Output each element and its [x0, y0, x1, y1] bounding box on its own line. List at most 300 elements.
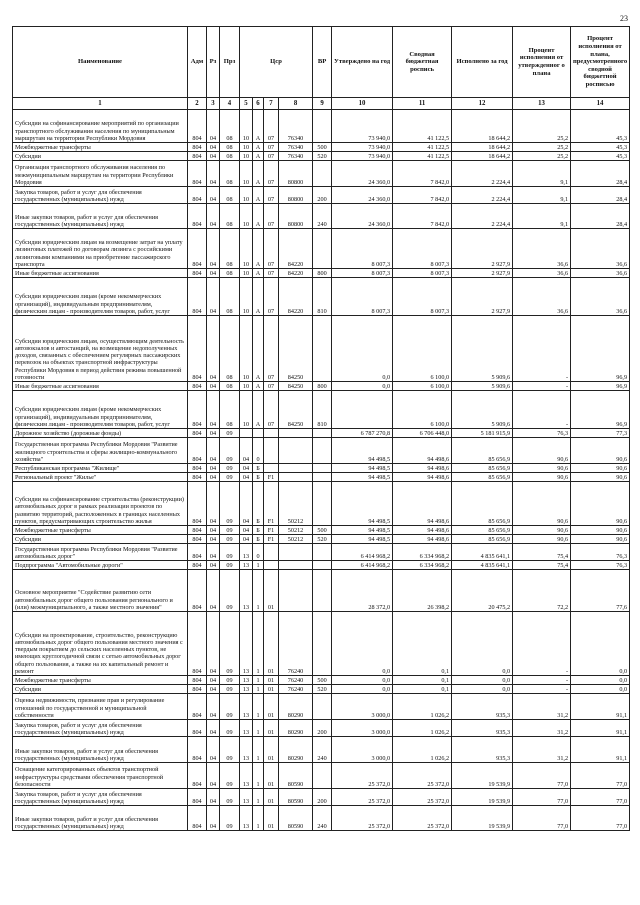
row-name: Оснащение категорированных объектов транспортной инфраструктуры средствами обеспечения транспортной безопасности [13, 763, 188, 789]
row-amount: 75,4 [513, 561, 571, 570]
row-code: 09 [220, 685, 240, 694]
row-code: 0 [253, 438, 264, 464]
row-name: Закупка товаров, работ и услуг для обеспечения государственных (муниципальных) нужд [13, 720, 188, 737]
row-amount: 6 334 968,2 [393, 544, 452, 561]
row-code: 804 [188, 382, 207, 391]
row-amount: 77,0 [513, 789, 571, 806]
row-amount: 0,0 [332, 316, 393, 382]
row-code: 04 [207, 526, 220, 535]
row-code: 800 [313, 382, 332, 391]
row-amount: 6 100,0 [393, 316, 452, 382]
row-amount: 8 007,3 [393, 278, 452, 316]
row-amount: 94 498,5 [332, 482, 393, 526]
row-code: 08 [220, 187, 240, 204]
row-code: А [253, 143, 264, 152]
row-code [313, 316, 332, 382]
row-code [313, 561, 332, 570]
row-amount: 25,2 [513, 110, 571, 143]
table-row [13, 763, 630, 789]
row-amount: 31,2 [513, 737, 571, 763]
row-code: 08 [220, 278, 240, 316]
table-row [13, 429, 630, 438]
row-code: 04 [207, 535, 220, 544]
row-amount: 41 122,5 [393, 152, 452, 161]
row-code: 804 [188, 544, 207, 561]
page-number: 23 [620, 14, 628, 23]
row-code: 09 [220, 720, 240, 737]
row-code: 10 [240, 161, 253, 187]
table-row [13, 204, 630, 229]
row-code: 04 [207, 316, 220, 382]
row-amount: 25 372,0 [393, 806, 452, 831]
row-code: 04 [207, 187, 220, 204]
row-amount: 90,6 [571, 438, 630, 464]
row-code: 520 [313, 685, 332, 694]
row-amount: 5 909,6 [452, 316, 513, 382]
row-amount: 6 414 968,2 [332, 544, 393, 561]
row-code: 804 [188, 570, 207, 612]
row-amount: 19 539,9 [452, 806, 513, 831]
row-amount: 31,2 [513, 694, 571, 720]
table-row [13, 570, 630, 612]
table-row [13, 676, 630, 685]
row-amount: 2 927,9 [452, 229, 513, 269]
row-code: 04 [207, 694, 220, 720]
row-amount: 7 842,0 [393, 161, 452, 187]
row-name: Оценка недвижимости, признание прав и регулирование отношений по государственной и муниципальной собственности [13, 694, 188, 720]
row-amount: - [513, 382, 571, 391]
row-amount: 2 224,4 [452, 161, 513, 187]
table-row [13, 143, 630, 152]
row-amount: 6 706 448,0 [393, 429, 452, 438]
row-amount: 19 539,9 [452, 789, 513, 806]
row-amount: 8 007,3 [393, 229, 452, 269]
table-row [13, 526, 630, 535]
row-amount: 90,6 [513, 535, 571, 544]
table-row [13, 187, 630, 204]
row-code: 13 [240, 737, 253, 763]
row-amount: 36,6 [513, 229, 571, 269]
row-code [313, 763, 332, 789]
row-code: 09 [220, 612, 240, 676]
row-code: 04 [207, 464, 220, 473]
row-code: 07 [264, 316, 279, 382]
row-name: Подпрограмма "Автомобильные дороги" [13, 561, 188, 570]
row-amount: 85 656,9 [452, 535, 513, 544]
row-code [313, 482, 332, 526]
row-code: 04 [207, 269, 220, 278]
row-code: 84250 [279, 391, 313, 429]
row-code: 500 [313, 676, 332, 685]
row-code: 76340 [279, 143, 313, 152]
row-amount: 0,0 [571, 612, 630, 676]
row-code: F1 [264, 526, 279, 535]
row-code: 04 [207, 382, 220, 391]
row-amount: 96,9 [571, 391, 630, 429]
row-code: 84220 [279, 278, 313, 316]
row-name: Субсидии юридическим лицам на возмещение затрат на уплату лизинговых платежей по договорам лизинга с российскими лизинговыми компаниями на приобретение пассажирского транспорта [13, 229, 188, 269]
row-code [240, 429, 253, 438]
table-row [13, 612, 630, 676]
row-code: 08 [220, 161, 240, 187]
row-amount: 45,3 [571, 110, 630, 143]
row-amount: 0,1 [393, 676, 452, 685]
row-code: 804 [188, 763, 207, 789]
row-code: 200 [313, 187, 332, 204]
row-code: А [253, 161, 264, 187]
row-code: 804 [188, 316, 207, 382]
column-number: 1 [13, 98, 188, 110]
row-code [313, 612, 332, 676]
header-csr: Цср [240, 27, 313, 98]
row-name: Закупка товаров, работ и услуг для обеспечения государственных (муниципальных) нужд [13, 789, 188, 806]
table-row [13, 382, 630, 391]
row-amount: 24 360,0 [332, 204, 393, 229]
row-amount: 18 644,2 [452, 110, 513, 143]
row-code: 800 [313, 269, 332, 278]
row-code: 10 [240, 278, 253, 316]
row-amount: 94 498,5 [332, 438, 393, 464]
column-number: 2 [188, 98, 207, 110]
row-amount: 7 842,0 [393, 187, 452, 204]
row-code: 50212 [279, 526, 313, 535]
row-code: А [253, 391, 264, 429]
row-code: 80590 [279, 789, 313, 806]
row-amount: 25 372,0 [393, 763, 452, 789]
row-amount: 2 927,9 [452, 269, 513, 278]
row-name: Субсидии юридическим лицам, осуществляющим деятельность автовокзалов и автостанций, на возмещение недополученных доходов, связанных с обеспечением регулярных пассажирских перевозок на объектах транспортной инфраструктуры Республики Мордовия в период действия режима повышенной готовности [13, 316, 188, 382]
row-amount: 41 122,5 [393, 143, 452, 152]
row-code: 1 [253, 737, 264, 763]
row-amount: 91,1 [571, 720, 630, 737]
row-amount: 0,0 [571, 685, 630, 694]
row-name: Иные бюджетные ассигнования [13, 382, 188, 391]
row-code: 01 [264, 737, 279, 763]
row-code: 804 [188, 482, 207, 526]
row-amount: 24 360,0 [332, 187, 393, 204]
row-amount: 94 498,5 [332, 473, 393, 482]
row-amount: 90,6 [513, 464, 571, 473]
header-approved: Утверждено на год [332, 27, 393, 98]
row-amount: 77,0 [571, 806, 630, 831]
table-row [13, 482, 630, 526]
row-code: 200 [313, 720, 332, 737]
row-code [313, 694, 332, 720]
row-code: 0 [253, 544, 264, 561]
row-amount: - [513, 391, 571, 429]
row-code: 1 [253, 763, 264, 789]
row-code [313, 438, 332, 464]
table-row [13, 229, 630, 269]
row-code: 07 [264, 110, 279, 143]
row-amount: 85 656,9 [452, 438, 513, 464]
row-amount: 6 334 968,2 [393, 561, 452, 570]
row-code: 804 [188, 789, 207, 806]
row-code: 04 [207, 482, 220, 526]
row-name: Субсидии юридическим лицам (кроме некоммерческих организаций), индивидуальным предпринимателям, физическим лицам - производителям товаров, работ, услуг [13, 391, 188, 429]
row-code: 76340 [279, 110, 313, 143]
row-code: 10 [240, 316, 253, 382]
row-code [253, 429, 264, 438]
row-code: 04 [207, 806, 220, 831]
column-number-row [13, 98, 630, 110]
row-amount: 94 498,6 [393, 473, 452, 482]
header-summary: Сводная бюджетная роспись [393, 27, 452, 98]
row-amount: 5 909,6 [452, 391, 513, 429]
table-body [13, 110, 630, 831]
row-amount: 76,3 [513, 429, 571, 438]
row-code: 804 [188, 187, 207, 204]
row-name: Иные закупки товаров, работ и услуг для обеспечения государственных (муниципальных) нужд [13, 204, 188, 229]
row-code: 04 [207, 429, 220, 438]
row-amount: 935,3 [452, 737, 513, 763]
row-code: 01 [264, 570, 279, 612]
row-code: 01 [264, 763, 279, 789]
row-code: 804 [188, 229, 207, 269]
row-code: 804 [188, 464, 207, 473]
row-code: 08 [220, 382, 240, 391]
row-amount: 36,6 [513, 278, 571, 316]
row-code: 04 [207, 473, 220, 482]
row-code: 09 [220, 429, 240, 438]
row-code: 80290 [279, 720, 313, 737]
row-code: 04 [240, 535, 253, 544]
table-row [13, 438, 630, 464]
column-number: 10 [332, 98, 393, 110]
row-name: Субсидии на софинансирование мероприятий по организации транспортного обслуживания населения по муниципальным маршрутам на территории Республики Мордовия [13, 110, 188, 143]
row-amount: 94 498,6 [393, 438, 452, 464]
row-amount: 9,1 [513, 161, 571, 187]
column-number: 9 [313, 98, 332, 110]
column-number: 7 [264, 98, 279, 110]
row-code [313, 570, 332, 612]
row-amount: 75,4 [513, 544, 571, 561]
row-code: 80800 [279, 204, 313, 229]
header-pct-approved: Процент исполнения от утвержденног о плана [513, 27, 571, 98]
row-amount: 90,6 [513, 438, 571, 464]
row-code: 1 [253, 676, 264, 685]
row-code: 1 [253, 789, 264, 806]
row-amount [332, 391, 393, 429]
row-amount: 31,2 [513, 720, 571, 737]
row-code: 10 [240, 269, 253, 278]
row-code: 804 [188, 204, 207, 229]
row-code: 09 [220, 473, 240, 482]
column-number: 12 [452, 98, 513, 110]
row-amount: 90,6 [571, 526, 630, 535]
row-amount: 77,3 [571, 429, 630, 438]
header-prz: Прз [220, 27, 240, 98]
row-code [279, 561, 313, 570]
row-name: Субсидии юридическим лицам (кроме некоммерческих организаций), индивидуальным предпринимателям, физическим лицам - производителям товаров, работ, услуг [13, 278, 188, 316]
row-code: 804 [188, 685, 207, 694]
row-code: 04 [207, 391, 220, 429]
row-name: Субсидии на проектирование, строительство, реконструкцию автомобильных дорог общего пользования местного значения с твердым покрытием до сельских населенных пунктов, не имеющих круглогодичной связи с сетью автомобильных дорог общего пользования, а также на их капитальный ремонт и ремонт [13, 612, 188, 676]
row-code: 10 [240, 187, 253, 204]
row-name: Закупка товаров, работ и услуг для обеспечения государственных (муниципальных) нужд [13, 187, 188, 204]
row-amount: 3 000,0 [332, 720, 393, 737]
row-code: 07 [264, 161, 279, 187]
row-code: 09 [220, 763, 240, 789]
row-code: 804 [188, 526, 207, 535]
row-code [279, 464, 313, 473]
row-name: Межбюджетные трансферты [13, 676, 188, 685]
row-code: А [253, 269, 264, 278]
row-code: 08 [220, 269, 240, 278]
row-name: Иные закупки товаров, работ и услуг для обеспечения государственных (муниципальных) нужд [13, 737, 188, 763]
row-amount: 935,3 [452, 720, 513, 737]
row-code: 500 [313, 143, 332, 152]
row-code [313, 464, 332, 473]
row-code: 10 [240, 152, 253, 161]
row-code: 04 [207, 570, 220, 612]
row-amount: 6 787 270,8 [332, 429, 393, 438]
row-code: А [253, 382, 264, 391]
row-amount: 76,3 [571, 544, 630, 561]
row-amount: 94 498,6 [393, 482, 452, 526]
row-amount: 91,1 [571, 694, 630, 720]
row-amount: 7 842,0 [393, 204, 452, 229]
row-code: 08 [220, 152, 240, 161]
row-amount: 77,0 [513, 806, 571, 831]
row-code: 09 [220, 570, 240, 612]
row-code [264, 438, 279, 464]
row-code: 520 [313, 535, 332, 544]
row-code: 09 [220, 526, 240, 535]
row-code: 04 [207, 612, 220, 676]
row-amount: 8 007,3 [332, 278, 393, 316]
row-amount: 24 360,0 [332, 161, 393, 187]
row-amount: - [513, 316, 571, 382]
row-code: 810 [313, 391, 332, 429]
row-amount: 94 498,5 [332, 535, 393, 544]
row-amount: 76,3 [571, 561, 630, 570]
row-code: 1 [253, 806, 264, 831]
row-amount: 94 498,6 [393, 535, 452, 544]
row-code: 01 [264, 685, 279, 694]
row-code: 04 [207, 676, 220, 685]
row-code: 04 [207, 737, 220, 763]
table-row [13, 694, 630, 720]
row-code: 07 [264, 187, 279, 204]
row-code: 07 [264, 204, 279, 229]
row-code: F1 [264, 473, 279, 482]
row-code: 240 [313, 204, 332, 229]
row-amount: 1 026,2 [393, 720, 452, 737]
row-amount: 77,6 [571, 570, 630, 612]
row-code [279, 429, 313, 438]
row-amount: 28,4 [571, 204, 630, 229]
row-amount: 41 122,5 [393, 110, 452, 143]
table-row [13, 391, 630, 429]
row-amount: 20 475,2 [452, 570, 513, 612]
row-code [264, 561, 279, 570]
row-amount: 18 644,2 [452, 143, 513, 152]
row-amount: 4 835 641,1 [452, 561, 513, 570]
row-code: 09 [220, 438, 240, 464]
row-amount: 85 656,9 [452, 464, 513, 473]
row-amount: 91,1 [571, 737, 630, 763]
row-code: 13 [240, 612, 253, 676]
column-number: 8 [279, 98, 313, 110]
row-code: 09 [220, 535, 240, 544]
row-code: 84220 [279, 229, 313, 269]
row-amount: 25 372,0 [332, 789, 393, 806]
row-amount: 1 026,2 [393, 694, 452, 720]
row-code: 13 [240, 694, 253, 720]
row-code: А [253, 187, 264, 204]
row-amount: 9,1 [513, 204, 571, 229]
row-code: 804 [188, 473, 207, 482]
row-code: 13 [240, 763, 253, 789]
row-code: 1 [253, 612, 264, 676]
row-code: 04 [207, 278, 220, 316]
row-code: 10 [240, 204, 253, 229]
row-amount: 0,1 [393, 612, 452, 676]
row-amount: 73 940,0 [332, 152, 393, 161]
row-amount: 73 940,0 [332, 143, 393, 152]
row-amount: 94 498,5 [332, 526, 393, 535]
row-amount: 28,4 [571, 161, 630, 187]
row-code: Б [253, 473, 264, 482]
row-code: 76340 [279, 152, 313, 161]
row-code: А [253, 278, 264, 316]
column-number: 4 [220, 98, 240, 110]
row-amount: - [513, 685, 571, 694]
row-code: 804 [188, 269, 207, 278]
row-code: 04 [240, 464, 253, 473]
row-code: 04 [207, 152, 220, 161]
row-code: 01 [264, 806, 279, 831]
row-code: 80590 [279, 806, 313, 831]
table-row [13, 278, 630, 316]
row-code: 1 [253, 570, 264, 612]
row-code: 04 [240, 473, 253, 482]
row-code: 04 [207, 544, 220, 561]
row-amount: 2 224,4 [452, 187, 513, 204]
row-code: F1 [264, 482, 279, 526]
row-amount: 0,0 [332, 685, 393, 694]
row-code: А [253, 316, 264, 382]
row-code [264, 429, 279, 438]
row-code [279, 544, 313, 561]
row-amount: 77,0 [571, 789, 630, 806]
row-amount: 73 940,0 [332, 110, 393, 143]
row-code: 07 [264, 269, 279, 278]
row-code: 09 [220, 561, 240, 570]
row-code: 04 [207, 685, 220, 694]
row-name: Республиканская программа "Жилище" [13, 464, 188, 473]
budget-table [12, 26, 630, 831]
row-code: 80290 [279, 694, 313, 720]
row-code: 10 [240, 391, 253, 429]
row-code: 76240 [279, 676, 313, 685]
row-code: 04 [207, 110, 220, 143]
table-row [13, 685, 630, 694]
row-code: 1 [253, 720, 264, 737]
row-code: А [253, 152, 264, 161]
row-code: 1 [253, 685, 264, 694]
row-code: 13 [240, 544, 253, 561]
row-amount: 2 224,4 [452, 204, 513, 229]
row-code: 04 [240, 526, 253, 535]
row-code [264, 544, 279, 561]
table-row [13, 806, 630, 831]
row-amount: 45,3 [571, 143, 630, 152]
row-amount: 4 835 641,1 [452, 544, 513, 561]
row-amount: 90,6 [571, 482, 630, 526]
header-row [13, 27, 630, 98]
